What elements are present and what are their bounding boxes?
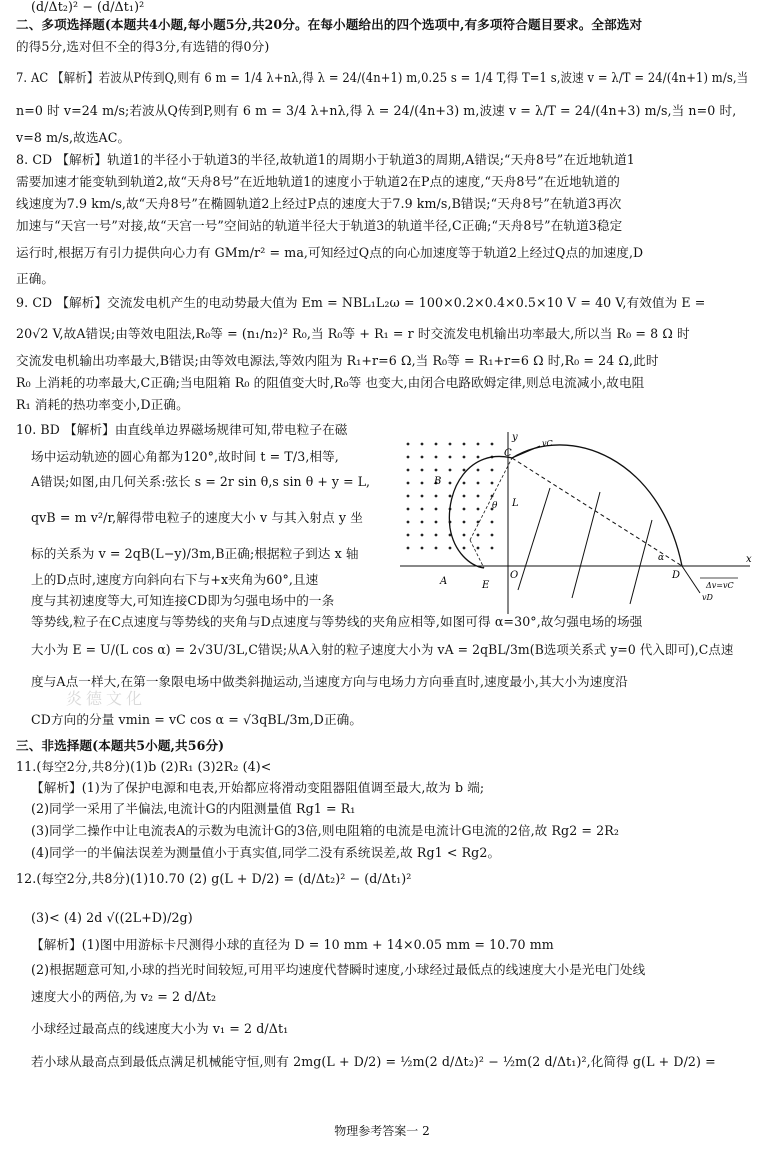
magnetic-arc (449, 456, 512, 568)
text-line: (3)同学二操作中让电流表A的示数为电流计G的3倍,则电阻箱的电流是电流计G电流的2倍,故 Rg2 = 2R₂ (31, 823, 620, 838)
field-dot (449, 443, 452, 446)
electric-trajectory (512, 445, 682, 566)
field-dot (421, 469, 424, 472)
field-dot (477, 482, 480, 485)
text-line: 小球经过最高点的线速度大小为 v₁ = 2 d/Δt₁ (31, 1021, 289, 1036)
text-line: (3)< (4) 2d √((2L+D)/2g) (31, 910, 193, 925)
field-dot (463, 456, 466, 459)
text-line: 上的D点时,速度方向斜向右下与+x夹角为60°,且速 (31, 572, 319, 587)
magnetic-field-figure (400, 428, 756, 616)
text-line: 标的关系为 v = 2qB(L−y)/3m,B正确;根据粒子到达 x 轴 (31, 546, 359, 561)
field-dot (463, 443, 466, 446)
field-dot (421, 547, 424, 550)
text-line: qvB = m v²/r,解得带电粒子的速度大小 v 与其入射点 y 坐 (31, 510, 363, 525)
field-dot (407, 443, 410, 446)
text-line: n=0 时 v=24 m/s;若波从Q传到P,则有 6 m = 3/4 λ+nλ,得 λ = 24/(4n+3) m,波速 v = λ/T = 24/(4n+3) m/s,当 n=0 时, (16, 103, 737, 118)
field-dot (435, 443, 438, 446)
text-line: 交流发电机输出功率最大,B错误;由等效电源法,等效内阻为 R₁+r=6 Ω,当 R₀等 = R₁+r=6 Ω 时,R₀ = 24 Ω,此时 (16, 353, 659, 368)
field-dot (449, 456, 452, 459)
text-line: R₁ 消耗的热功率变小,D正确。 (16, 397, 189, 412)
field-dot (435, 547, 438, 550)
text-line: (4)同学一的半偏法误差为测量值小于真实值,同学二没有系统误差,故 Rg1 < Rg2。 (31, 845, 501, 860)
field-dot (449, 469, 452, 472)
svg-text:E: E (482, 580, 490, 591)
field-dot (491, 534, 494, 537)
field-dot (421, 482, 424, 485)
field-dot (407, 495, 410, 498)
field-dot (477, 456, 480, 459)
text-line: (d/Δt₂)² − (d/Δt₁)² (31, 0, 145, 14)
field-dot (449, 495, 452, 498)
field-dot (421, 443, 424, 446)
text-line: 【解析】(1)为了保护电源和电表,开始都应将滑动变阻器阻值调至最大,故为 b 端; (31, 780, 485, 795)
text-line: 加速与“天宫一号”对接,故“天宫一号”空间站的轨道半径大于轨道3的轨道半径,C正确;“天舟8号”在轨道3稳定 (16, 218, 623, 233)
field-dot (491, 469, 494, 472)
page-footer: 物理参考答案一 2 (334, 1124, 430, 1138)
field-dot (421, 521, 424, 524)
text-line: 7. AC 【解析】若波从P传到Q,则有 6 m = 1/4 λ+nλ,得 λ = 24/(4n+1) m,0.25 s = 1/4 T,得 T=1 s,波速 v = λ/T = 24/(4n+1) m/s,当 (16, 70, 749, 85)
watermark: 炎德文化 (66, 689, 147, 708)
text-line: 运行时,根据万有引力提供向心力有 GMm/r² = ma,可知经过Q点的向心加速度等于轨道2上经过Q点的加速度,D (16, 245, 644, 260)
text-line: 20√2 V,故A错误;由等效电阻法,R₀等 = (n₁/n₂)² R₀,当 R₀等 + R₁ = r 时交流发电机输出功率最大,所以当 R₀ = 8 Ω 时 (16, 326, 690, 341)
svg-text:L: L (512, 498, 519, 509)
text-line: 等势线,粒子在C点速度与等势线的夹角与D点速度与等势线的夹角应相等,如图可得 α=30°,故匀强电场的场强 (31, 614, 643, 629)
field-dot (407, 547, 410, 550)
text-line: CD方向的分量 vmin = vC cos α = √3qBL/3m,D正确。 (31, 712, 363, 727)
field-dot (477, 534, 480, 537)
field-dot (407, 469, 410, 472)
text-line: 速度大小的两倍,为 v₂ = 2 d/Δt₂ (31, 989, 217, 1004)
text-line: 正确。 (16, 271, 55, 286)
cd-line (512, 458, 682, 566)
text-line: 若小球从最高点到最低点满足机械能守恒,则有 2mg(L + D/2) = ½m(2 d/Δt₂)² − ½m(2 d/Δt₁)²,化简得 g(L + D/2) = (31, 1054, 716, 1069)
field-dot (435, 469, 438, 472)
field-dot (477, 469, 480, 472)
text-line: 度与其初速度等大,可知连接CD即为匀强电场中的一条 (31, 593, 335, 608)
field-dot (435, 495, 438, 498)
field-dot (491, 482, 494, 485)
field-dot (463, 521, 466, 524)
text-line: 度与A点一样大,在第一象限电场中做类斜抛运动,当速度方向与电场力方向垂直时,速度最小,其大小为速度沿 (31, 674, 628, 689)
field-dot (407, 521, 410, 524)
field-dot (449, 547, 452, 550)
field-dot (491, 521, 494, 524)
field-dot (463, 534, 466, 537)
field-dot (463, 469, 466, 472)
text-line: 11.(每空2分,共8分)(1)b (2)R₁ (3)2R₂ (4)< (16, 759, 272, 774)
field-dot (449, 482, 452, 485)
label-x: x (746, 554, 752, 565)
text-line: 12.(每空2分,共8分)(1)10.70 (2) g(L + D/2) = (d/Δt₂)² − (d/Δt₁)² (16, 871, 412, 886)
text-line: (2)根据题意可知,小球的挡光时间较短,可用平均速度代替瞬时速度,小球经过最低点的线速度大小是光电门处线 (31, 962, 646, 977)
field-dot (421, 456, 424, 459)
field-dot (435, 521, 438, 524)
field-dot (435, 508, 438, 511)
label-o: O (510, 570, 519, 581)
svg-text:α: α (658, 553, 665, 563)
field-dot (407, 456, 410, 459)
text-line: A错误;如图,由几何关系:弦长 s = 2r sin θ,s sin θ + y = L, (31, 474, 371, 489)
field-dot (463, 547, 466, 550)
text-line: (2)同学一采用了半偏法,电流计G的内阻测量值 Rg1 = R₁ (31, 801, 356, 816)
field-dot (491, 547, 494, 550)
field-dot (407, 534, 410, 537)
text-line: 场中运动轨迹的圆心角都为120°,故时间 t = T/3,相等, (31, 449, 339, 464)
text-line: 大小为 E = U/(L cos α) = 2√3U/3L,C错误;从A入射的粒子速度大小为 vA = 2qBL/3m(B选项关系式 y=0 代入即可),C点速 (31, 642, 734, 657)
field-dot (435, 534, 438, 537)
svg-text:Δv=vC: Δv=vC (706, 581, 734, 590)
field-dot (477, 443, 480, 446)
text-line: 线速度为7.9 km/s,故“天舟8号”在椭圆轨道2上经过P点的速度大于7.9 km/s,B错误;“天舟8号”在轨道3再次 (16, 196, 622, 211)
field-dot (463, 508, 466, 511)
svg-text:A: A (440, 576, 448, 587)
text-line: v=8 m/s,故选AC。 (16, 130, 131, 145)
text-line: 8. CD 【解析】轨道1的半径小于轨道3的半径,故轨道1的周期小于轨道3的周期,A错误;“天舟8号”在近地轨道1 (16, 152, 635, 167)
text-line: 需要加速才能变轨到轨道2,故“天舟8号”在近地轨道1的速度小于轨道2在P点的速度,“天舟8号”在近地轨道的 (16, 174, 620, 189)
field-dot (463, 482, 466, 485)
field-dots (407, 443, 494, 550)
field-dot (477, 495, 480, 498)
text-line: 10. BD 【解析】由直线单边界磁场规律可知,带电粒子在磁 (16, 422, 348, 437)
text-line: 二、多项选择题(本题共4小题,每小题5分,共20分。在每小题给出的四个选项中,有多项符合题目要求。全部选对 (16, 17, 643, 32)
svg-text:C: C (504, 448, 512, 459)
text-line: R₀ 上消耗的功率最大,C正确;当电阻箱 R₀ 的阻值变大时,R₀等 也变大,由闭合电路欧姆定律,则总电流减小,故电阻 (16, 375, 645, 390)
field-dot (477, 547, 480, 550)
field-dot (407, 482, 410, 485)
field-dot (421, 508, 424, 511)
field-dot (421, 495, 424, 498)
text-line: 的得5分,选对但不全的得3分,有选错的得0分) (16, 39, 270, 54)
field-dot (407, 508, 410, 511)
text-line: 9. CD 【解析】交流发电机产生的电动势最大值为 Em = NBL₁L₂ω = 100×0.2×0.4×0.5×10 V = 40 V,有效值为 E = (16, 295, 706, 310)
field-dot (421, 534, 424, 537)
svg-text:θ: θ (492, 501, 498, 511)
text-line: 【解析】(1)图中用游标卡尺测得小球的直径为 D = 10 mm + 14×0.05 mm = 10.70 mm (31, 937, 554, 952)
svg-text:B: B (434, 476, 442, 487)
text-line: 三、非选择题(本题共5小题,共56分) (16, 738, 225, 753)
svg-text:vC: vC (542, 439, 553, 448)
svg-text:D: D (672, 570, 681, 581)
field-dot (491, 443, 494, 446)
field-dot (463, 495, 466, 498)
svg-text:vD: vD (702, 593, 713, 602)
field-dot (477, 508, 480, 511)
label-y: y (512, 432, 518, 443)
field-dot (435, 456, 438, 459)
